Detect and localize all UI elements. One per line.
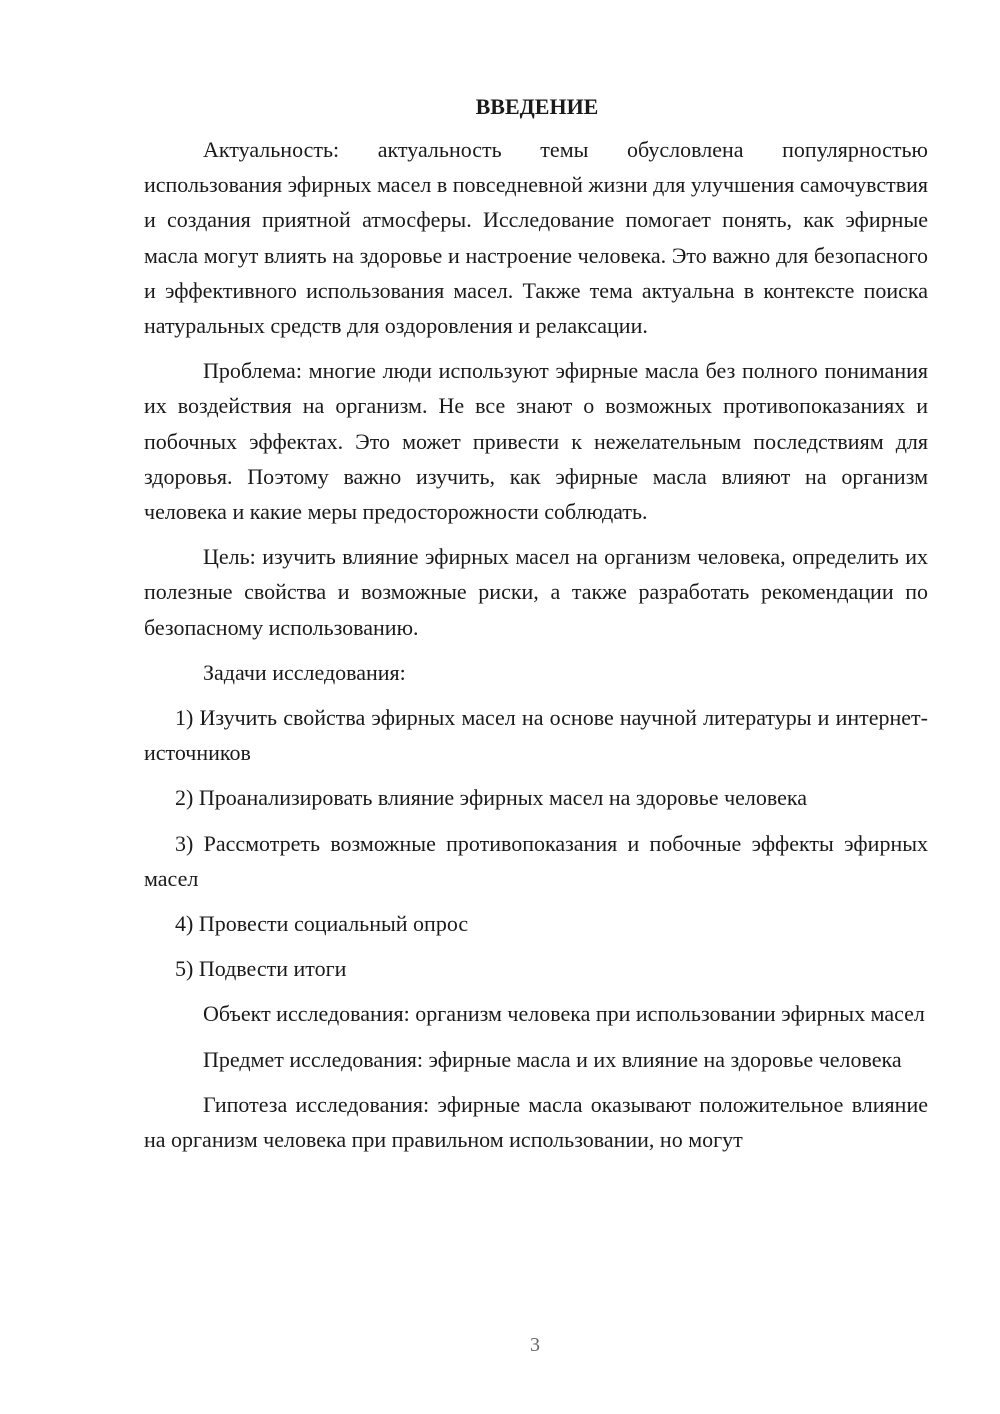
problem-paragraph: Проблема: многие люди используют эфирные масла без полного понимания их воздействия на организм. Не все знают о возможных противопоказаниях и побочных эффектах. Это может привести к нежелательным последствиям для здоровья. Поэтому важно изучить, как эфирные масла влияют на организм человека и какие меры предосторожности соблюдать. <box>144 358 928 525</box>
hypothesis-paragraph: Гипотеза исследования: эфирные масла оказывают положительное влияние на организм человека при правильном использовании, но могут <box>144 1091 928 1153</box>
section-heading: ВВЕДЕНИЕ <box>475 94 599 119</box>
goal-paragraph: Цель: изучить влияние эфирных масел на организм человека, определить их полезные свойства и возможные риски, а также разработать рекомендации по безопасному использованию. <box>144 544 928 640</box>
subject-paragraph: Предмет исследования: эфирные масла и их влияние на здоровье человека <box>203 1046 902 1072</box>
task-item: 1) Изучить свойства эфирных масел на основе научной литературы и интернет-источников <box>144 705 928 766</box>
tasks-heading: Задачи исследования: <box>203 659 406 685</box>
object-paragraph: Объект исследования: организм человека при использовании эфирных масел <box>203 1001 925 1027</box>
task-item: 2) Проанализировать влияние эфирных масел на здоровье человека <box>175 785 808 811</box>
task-item: 3) Рассмотреть возможные противопоказания и побочные эффекты эфирных масел <box>144 830 928 891</box>
page-content <box>144 90 928 1167</box>
task-item: 4) Провести социальный опрос <box>175 911 469 937</box>
task-item: 5) Подвести итоги <box>175 956 347 982</box>
page-number: 3 <box>530 1334 540 1356</box>
relevance-paragraph: Актуальность: актуальность темы обусловлена популярностью использования эфирных масел в повседневной жизни для улучшения самочувствия и создания приятной атмосферы. Исследование помогает понять, как эфирные масла могут влиять на здоровье и настроение человека. Это важно для безопасного и эффективного использования масел. Также тема актуальна в контексте поиска натуральных средств для оздоровления и релаксации. <box>144 137 929 339</box>
